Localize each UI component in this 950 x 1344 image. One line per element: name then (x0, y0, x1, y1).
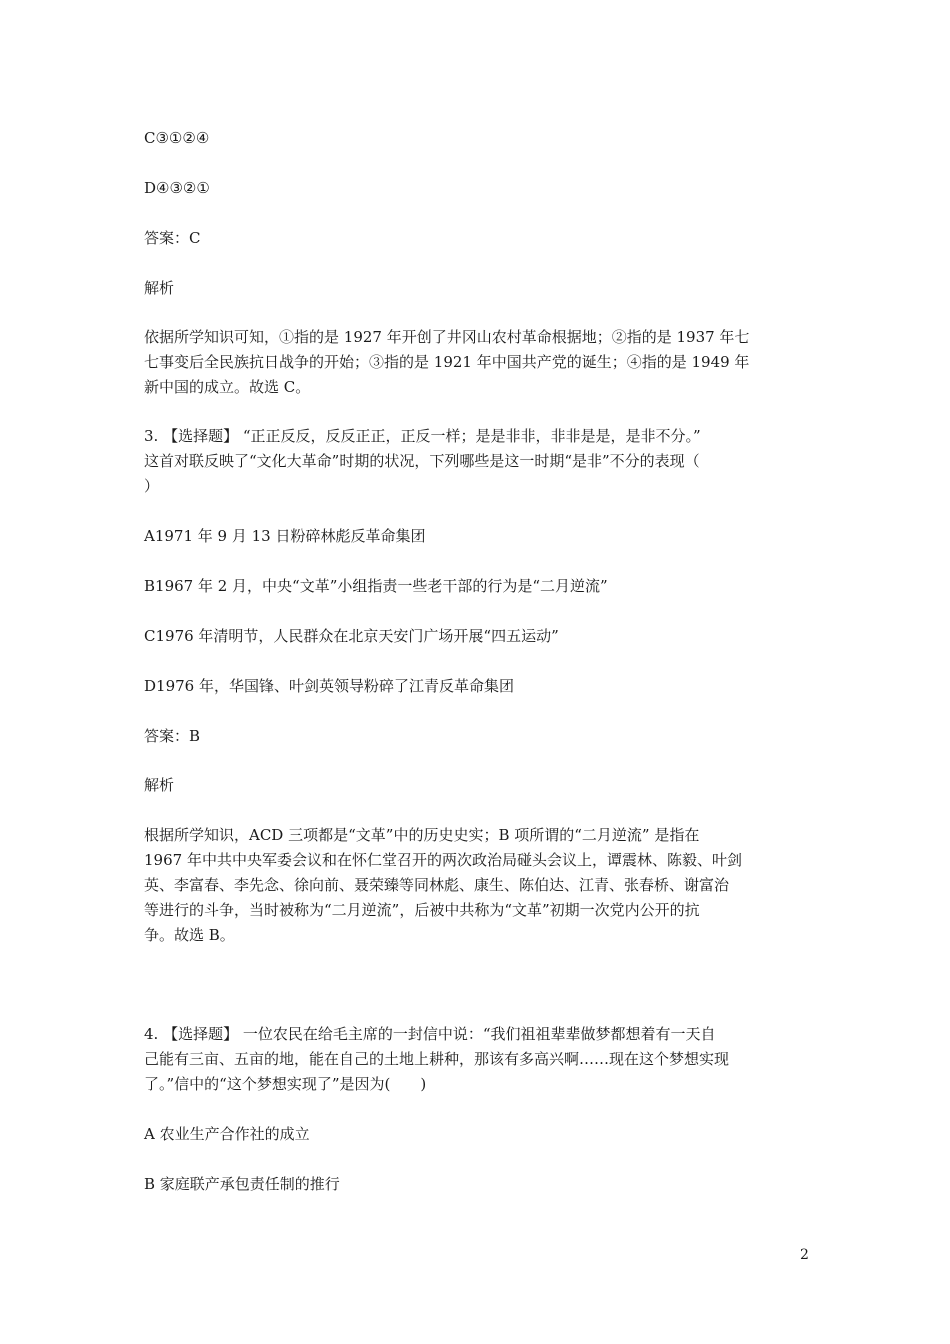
q3-answer: 答案：B (144, 727, 201, 745)
q4-option-a: A 农业生产合作社的成立 (144, 1125, 310, 1143)
q3-option-c: C1976 年清明节，人民群众在北京天安门广场开展“四五运动” (144, 627, 559, 645)
q3-analysis-line: 1967 年中共中央军委会议和在怀仁堂召开的两次政治局碰头会议上，谭震林、陈毅、叶剑 (144, 851, 742, 869)
q3-analysis-line: 根据所学知识，ACD 三项都是“文革”中的历史史实；B 项所谓的“二月逆流” 是指在 (144, 826, 700, 844)
q4-option-b: B 家庭联产承包责任制的推行 (144, 1175, 340, 1193)
q2-option-d: D④③②① (144, 179, 210, 197)
q2-analysis-line: 依据所学知识可知，①指的是 1927 年开创了井冈山农村革命根据地；②指的是 1937 年七 (144, 328, 750, 346)
page-number: 2 (800, 1247, 809, 1263)
q4-stem-line: 了。”信中的“这个梦想实现了”是因为( ) (144, 1075, 427, 1093)
q3-option-a: A1971 年 9 月 13 日粉碎林彪反革命集团 (144, 527, 426, 545)
q3-analysis-line: 英、李富春、李先念、徐向前、聂荣臻等同林彪、康生、陈伯达、江青、张春桥、谢富治 (144, 876, 730, 894)
q3-stem-line: ） (144, 477, 160, 495)
q2-analysis-line: 七事变后全民族抗日战争的开始；③指的是 1921 年中国共产党的诞生；④指的是 1949 年 (144, 353, 750, 371)
q3-option-d: D1976 年，华国锋、叶剑英领导粉碎了江青反革命集团 (144, 677, 514, 695)
q3-stem-line: 这首对联反映了“文化大革命”时期的状况，下列哪些是这一时期“是非”不分的表现（ (144, 452, 700, 470)
q4-stem-line: 己能有三亩、五亩的地，能在自己的土地上耕种，那该有多高兴啊……现在这个梦想实现 (144, 1050, 730, 1068)
q3-stem-line: 3. 【选择题】 “正正反反，反反正正，正反一样；是是非非，非非是是，是非不分。” (144, 427, 701, 445)
q2-option-c: C③①②④ (144, 129, 210, 147)
q3-analysis-label: 解析 (144, 776, 175, 794)
q2-answer: 答案：C (144, 229, 201, 247)
q4-stem-line: 4. 【选择题】 一位农民在给毛主席的一封信中说：“我们祖祖辈辈做梦都想着有一天自 (144, 1025, 716, 1043)
q2-analysis-label: 解析 (144, 279, 175, 297)
q3-analysis-line: 争。故选 B。 (144, 926, 235, 944)
q3-analysis-line: 等进行的斗争，当时被称为“二月逆流”，后被中共称为“文革”初期一次党内公开的抗 (144, 901, 700, 919)
q2-analysis-line: 新中国的成立。故选 C。 (144, 378, 311, 396)
q3-option-b: B1967 年 2 月，中央“文革”小组指责一些老干部的行为是“二月逆流” (144, 577, 608, 595)
